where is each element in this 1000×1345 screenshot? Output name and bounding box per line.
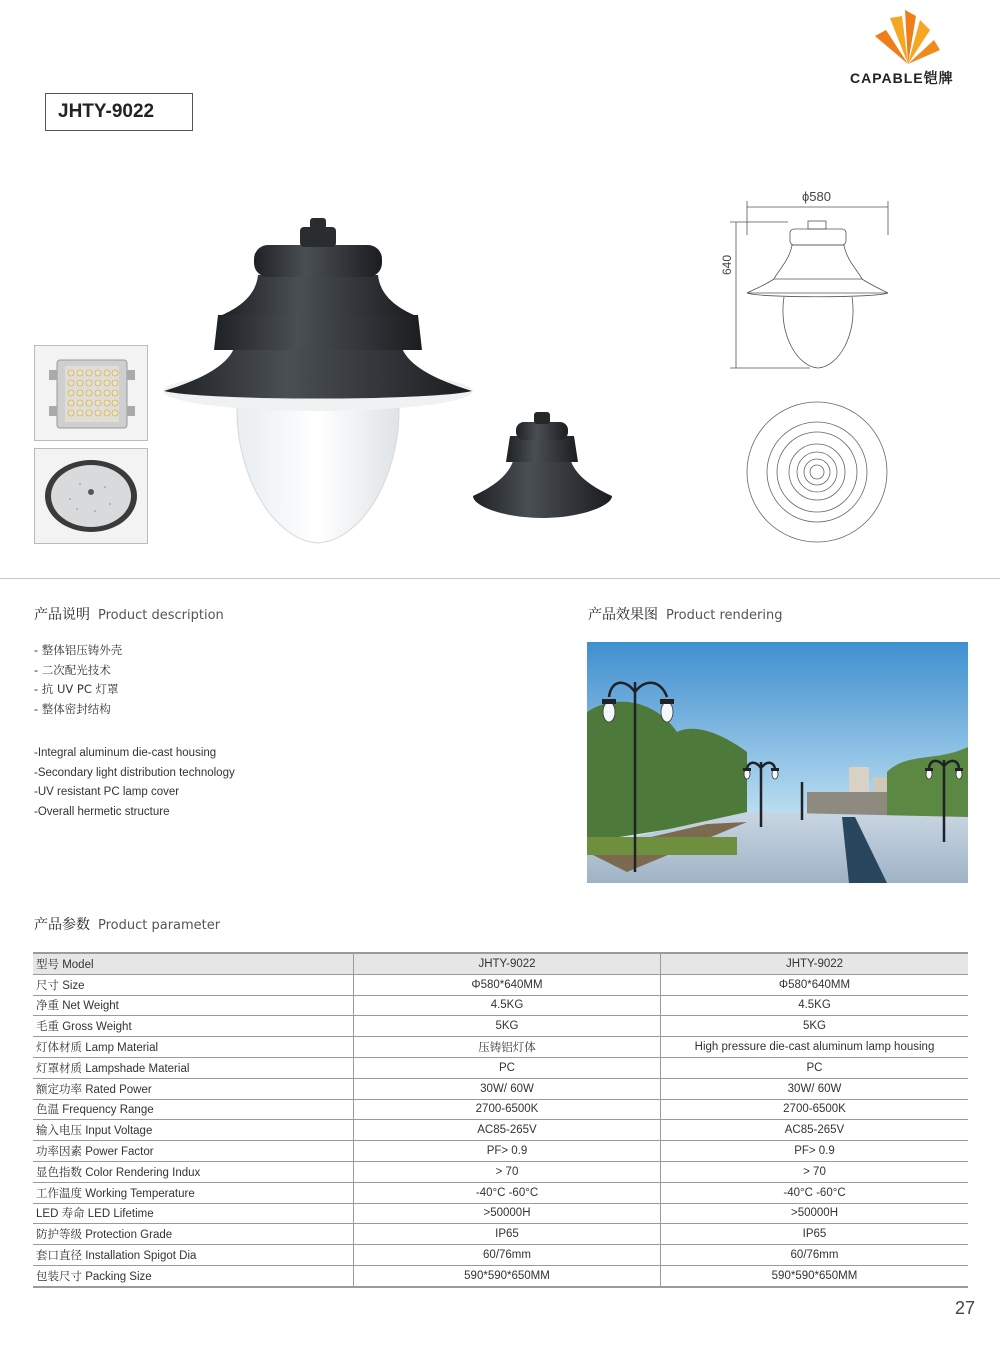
param-value-cell: 590*590*650MM [661, 1265, 969, 1286]
param-value-cell: AC85-265V [661, 1120, 969, 1141]
param-value-cell: Φ580*640MM [354, 974, 661, 995]
parameter-heading [34, 914, 220, 934]
param-value-cell: 5KG [661, 1016, 969, 1037]
table-row [33, 1161, 968, 1182]
table-row [33, 1120, 968, 1141]
led-module-image [34, 345, 148, 441]
model-title: JHTY-9022 [45, 93, 193, 131]
param-value-cell: PF> 0.9 [354, 1141, 661, 1162]
param-label-cell: 净重 Net Weight [33, 995, 354, 1016]
description-heading-en: Product description [98, 608, 224, 623]
table-row [33, 1203, 968, 1224]
height-dimension-label: 640 [720, 254, 734, 275]
param-label-cell: 尺寸 Size [33, 974, 354, 995]
param-value-cell: 压铸铝灯体 [354, 1037, 661, 1058]
list-item: - 二次配光技术 [34, 662, 111, 677]
param-label-cell: 显色指数 Color Rendering Indux [33, 1161, 354, 1182]
rendering-photo [587, 642, 968, 883]
param-value-cell: 30W/ 60W [354, 1078, 661, 1099]
rendering-heading-en: Product rendering [666, 608, 783, 623]
param-label-cell: 灯罩材质 Lampshade Material [33, 1057, 354, 1078]
param-value-cell: PF> 0.9 [661, 1141, 969, 1162]
param-value-cell: 2700-6500K [661, 1099, 969, 1120]
technical-drawing-side [710, 185, 900, 375]
param-value-cell: Φ580*640MM [661, 974, 969, 995]
description-heading-cn: 产品说明 [34, 607, 90, 623]
param-value-cell: 60/76mm [661, 1245, 969, 1266]
param-label-cell: 工作温度 Working Temperature [33, 1182, 354, 1203]
param-label-cell: 防护等级 Protection Grade [33, 1224, 354, 1245]
param-value-cell: IP65 [661, 1224, 969, 1245]
list-item: - 整体密封结构 [34, 701, 111, 716]
list-item: -Secondary light distribution technology [34, 766, 235, 779]
brand-logo-mark [850, 8, 970, 68]
param-value-cell: PC [354, 1057, 661, 1078]
list-item: -Overall hermetic structure [34, 805, 170, 818]
section-divider [0, 578, 1000, 579]
table-row [33, 1141, 968, 1162]
param-label-cell: 套口直径 Installation Spigot Dia [33, 1245, 354, 1266]
table-row [33, 995, 968, 1016]
param-value-cell: 590*590*650MM [354, 1265, 661, 1286]
brand-name: CAPABLE铠牌 [850, 70, 954, 86]
param-value-cell: 30W/ 60W [661, 1078, 969, 1099]
param-value-cell: PC [661, 1057, 969, 1078]
description-list-en [34, 744, 235, 822]
table-row [33, 1245, 968, 1266]
param-label-cell: 灯体材质 Lamp Material [33, 1037, 354, 1058]
brand-logo [850, 8, 970, 88]
param-label-cell: 毛重 Gross Weight [33, 1016, 354, 1037]
param-value-cell: >50000H [661, 1203, 969, 1224]
param-value-cell: 60/76mm [354, 1245, 661, 1266]
table-row [33, 1078, 968, 1099]
param-value-cell: High pressure die-cast aluminum lamp housing [661, 1037, 969, 1058]
lamp-main-image [160, 215, 480, 550]
rendering-heading [588, 604, 783, 624]
lamp-bottom-view-image [34, 448, 148, 544]
param-label-cell: 额定功率 Rated Power [33, 1078, 354, 1099]
width-dimension-label: ϕ580 [802, 189, 831, 204]
parameter-heading-cn: 产品参数 [34, 917, 90, 933]
param-value-cell: JHTY-9022 [661, 953, 969, 974]
table-row [33, 1099, 968, 1120]
table-row [33, 974, 968, 995]
param-value-cell: JHTY-9022 [354, 953, 661, 974]
description-heading [34, 604, 224, 624]
table-row [33, 1182, 968, 1203]
table-row [33, 1057, 968, 1078]
param-label-cell: 功率因素 Power Factor [33, 1141, 354, 1162]
parameter-heading-en: Product parameter [98, 918, 221, 933]
param-label-cell: 包装尺寸 Packing Size [33, 1265, 354, 1286]
parameter-table [33, 952, 968, 1288]
param-value-cell: AC85-265V [354, 1120, 661, 1141]
param-value-cell: > 70 [354, 1161, 661, 1182]
param-value-cell: 2700-6500K [354, 1099, 661, 1120]
param-value-cell: >50000H [354, 1203, 661, 1224]
description-list-cn [34, 641, 122, 719]
table-row [33, 953, 968, 974]
lamp-head-image [470, 408, 615, 520]
table-row [33, 1265, 968, 1286]
rendering-heading-cn: 产品效果图 [588, 607, 658, 623]
table-row [33, 1037, 968, 1058]
table-row [33, 1016, 968, 1037]
param-value-cell: 4.5KG [661, 995, 969, 1016]
param-value-cell: 5KG [354, 1016, 661, 1037]
technical-drawing-top [745, 400, 890, 545]
param-label-cell: 色温 Frequency Range [33, 1099, 354, 1120]
list-item: -Integral aluminum die-cast housing [34, 747, 217, 759]
param-value-cell: 4.5KG [354, 995, 661, 1016]
param-label-cell: 型号 Model [33, 953, 354, 974]
param-label-cell: 输入电压 Input Voltage [33, 1120, 354, 1141]
param-value-cell: -40°C -60°C [354, 1182, 661, 1203]
list-item: - 整体铝压铸外壳 [34, 643, 123, 657]
list-item: - 抗 UV PC 灯罩 [34, 682, 119, 696]
table-row [33, 1224, 968, 1245]
page-number: 27 [955, 1298, 976, 1318]
param-value-cell: > 70 [661, 1161, 969, 1182]
param-label-cell: LED 寿命 LED Lifetime [33, 1203, 354, 1224]
param-value-cell: IP65 [354, 1224, 661, 1245]
param-value-cell: -40°C -60°C [661, 1182, 969, 1203]
list-item: -UV resistant PC lamp cover [34, 786, 180, 798]
